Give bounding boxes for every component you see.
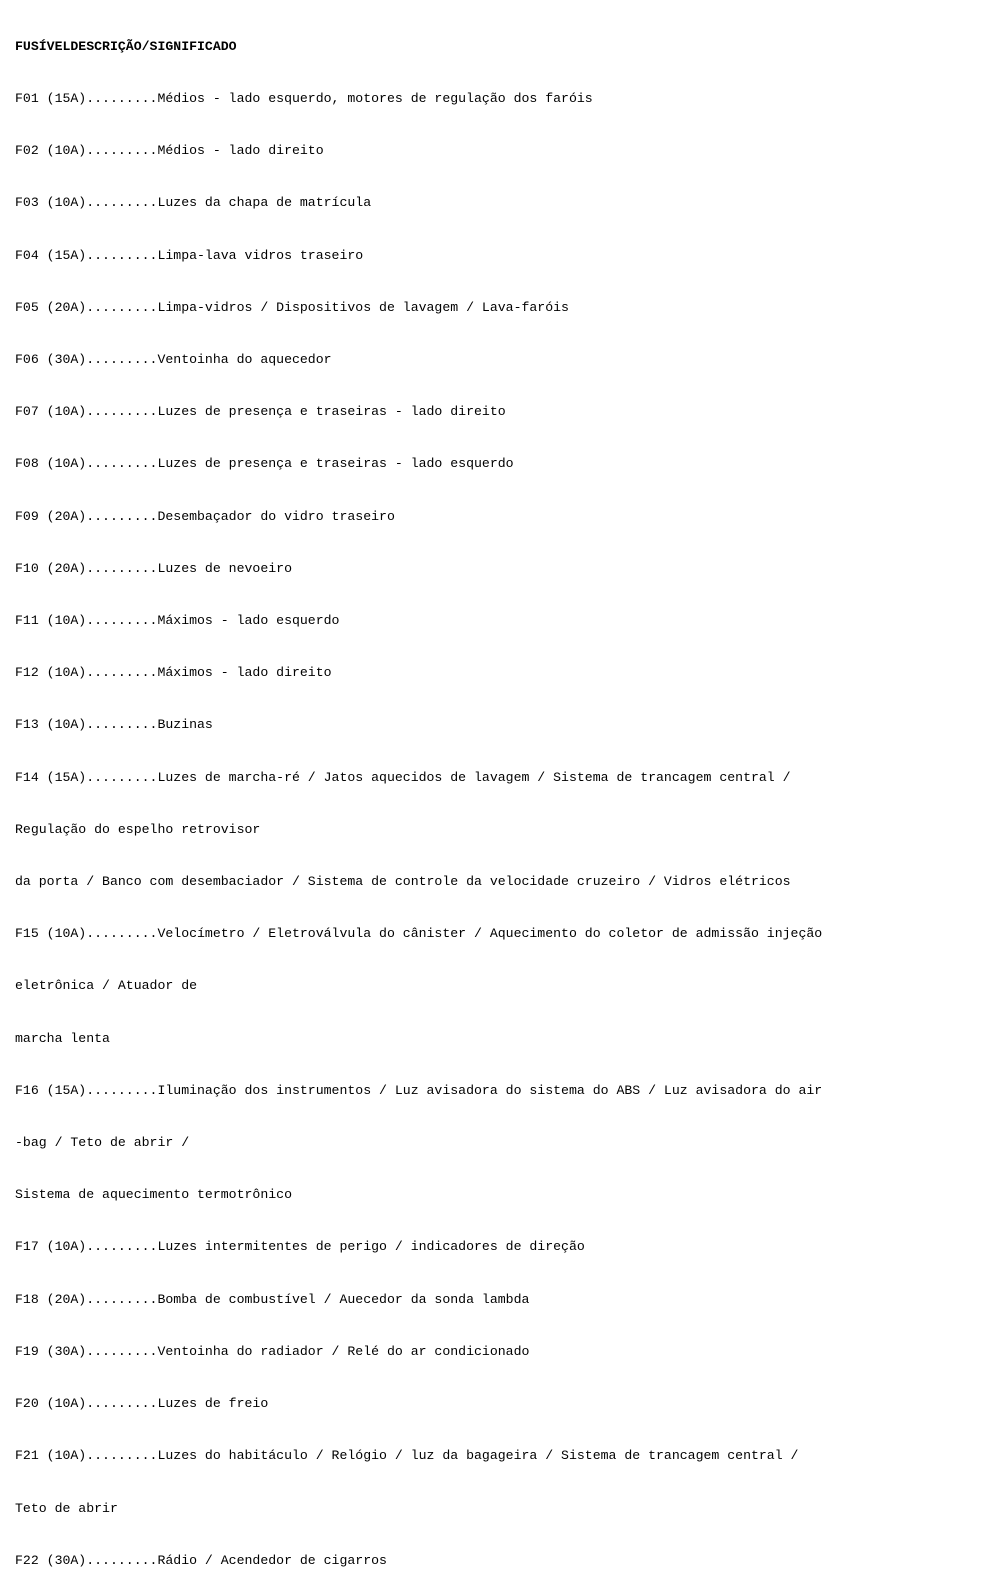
fuse-line-continuation: Sistema de aquecimento termotrônico bbox=[15, 1187, 292, 1203]
fuse-line: F01 (15A).........Médios - lado esquerdo, motores de regulação dos faróis bbox=[15, 91, 593, 107]
fuse-line: F07 (10A).........Luzes de presença e traseiras - lado direito bbox=[15, 404, 506, 420]
fuse-line: F13 (10A).........Buzinas bbox=[15, 717, 213, 733]
fuse-line: F06 (30A).........Ventoinha do aquecedor bbox=[15, 352, 332, 368]
fuse-line-continuation: Teto de abrir bbox=[15, 1500, 118, 1516]
fuse-line-continuation: Regulação do espelho retrovisor bbox=[15, 821, 261, 837]
fuse-line: F08 (10A).........Luzes de presença e traseiras - lado esquerdo bbox=[15, 456, 514, 472]
fuse-line: F15 (10A).........Velocímetro / Eletroválvula do cânister / Aquecimento do coletor de admissão injeção bbox=[15, 926, 823, 942]
document-heading: FUSÍVELDESCRIÇÃO/SIGNIFICADO bbox=[15, 38, 237, 54]
fuse-line: F05 (20A).........Limpa-vidros / Dispositivos de lavagem / Lava-faróis bbox=[15, 299, 569, 315]
fuse-line: F17 (10A).........Luzes intermitentes de perigo / indicadores de direção bbox=[15, 1239, 585, 1255]
fuse-line: F16 (15A).........Iluminação dos instrumentos / Luz avisadora do sistema do ABS / Luz avisadora do air bbox=[15, 1082, 823, 1098]
fuse-line: F11 (10A).........Máximos - lado esquerdo bbox=[15, 613, 340, 629]
fuse-line: F21 (10A).........Luzes do habitáculo / Relógio / luz da bagageira / Sistema de trancagem central / bbox=[15, 1448, 799, 1464]
fuse-line: F03 (10A).........Luzes da chapa de matrícula bbox=[15, 195, 372, 211]
fuse-line-continuation: eletrônica / Atuador de bbox=[15, 978, 198, 994]
fuse-table-document bbox=[15, 3, 990, 1587]
fuse-line-continuation: da porta / Banco com desembaciador / Sistema de controle da velocidade cruzeiro / Vidros elétricos bbox=[15, 874, 791, 890]
fuse-line: F02 (10A).........Médios - lado direito bbox=[15, 143, 324, 159]
fuse-line-continuation: marcha lenta bbox=[15, 1030, 110, 1046]
fuse-line: F18 (20A).........Bomba de combustível / Auecedor da sonda lambda bbox=[15, 1291, 530, 1307]
fuse-line: F12 (10A).........Máximos - lado direito bbox=[15, 665, 332, 681]
fuse-line: F19 (30A).........Ventoinha do radiador / Relé do ar condicionado bbox=[15, 1343, 530, 1359]
fuse-line: F09 (20A).........Desembaçador do vidro traseiro bbox=[15, 508, 395, 524]
fuse-line: F10 (20A).........Luzes de nevoeiro bbox=[15, 560, 292, 576]
fuse-line: F20 (10A).........Luzes de freio bbox=[15, 1396, 269, 1412]
fuse-line: F22 (30A).........Rádio / Acendedor de cigarros bbox=[15, 1552, 387, 1568]
fuse-line: F14 (15A).........Luzes de marcha-ré / Jatos aquecidos de lavagem / Sistema de trancagem central / bbox=[15, 769, 791, 785]
fuse-line-continuation: -bag / Teto de abrir / bbox=[15, 1135, 190, 1151]
fuse-line: F04 (15A).........Limpa-lava vidros traseiro bbox=[15, 247, 364, 263]
